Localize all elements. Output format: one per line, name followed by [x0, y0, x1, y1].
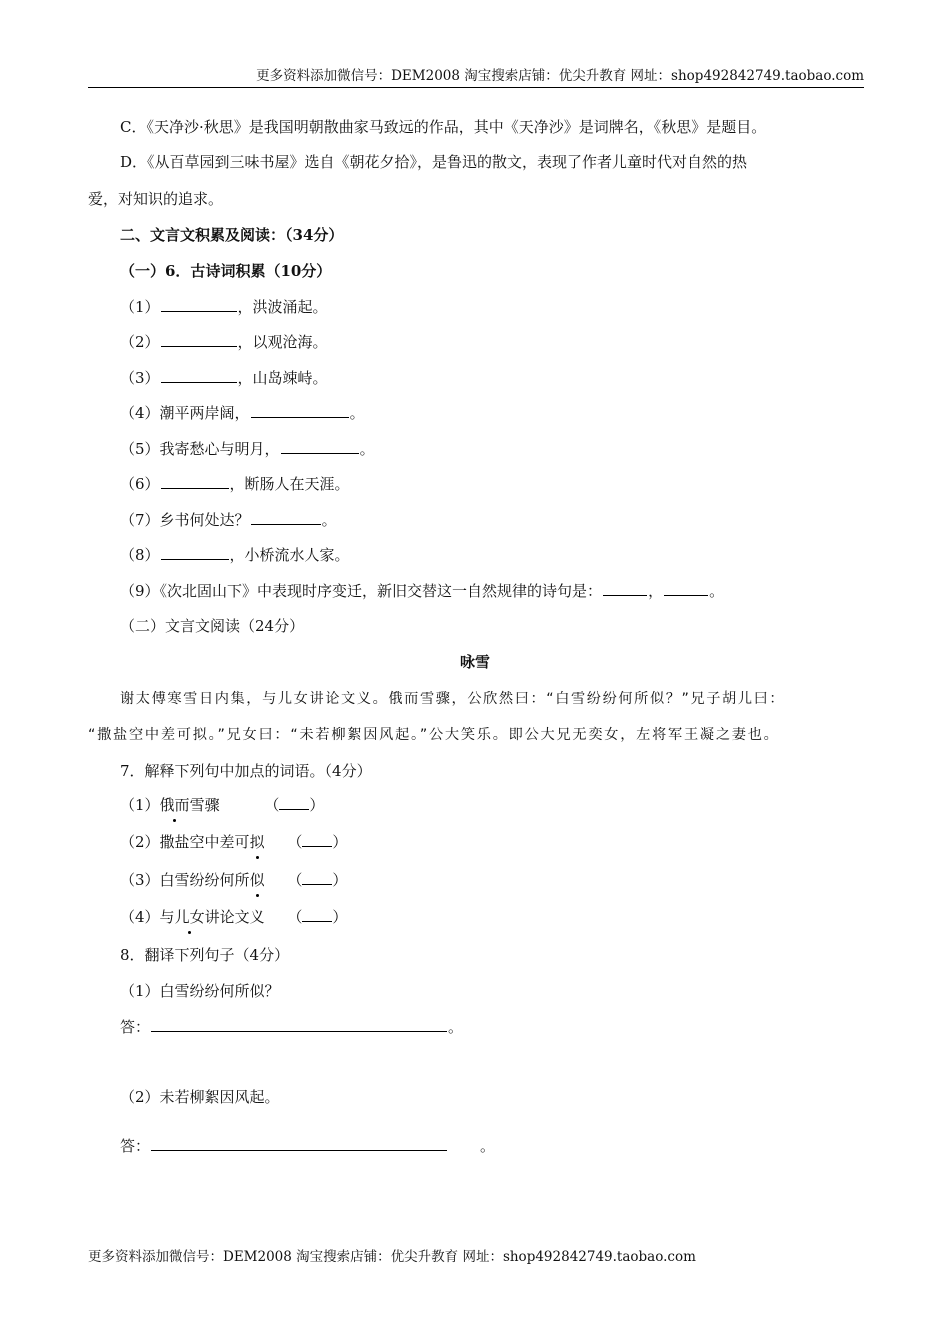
item-text: 白雪纷纷何所	[159, 871, 250, 889]
item-text: 。	[359, 440, 375, 458]
item-text: 乡书何处达？	[159, 511, 250, 529]
answer-paren[interactable]: （ ）	[287, 833, 348, 851]
q7-item-3	[120, 869, 347, 891]
q7-item-4	[120, 906, 347, 928]
item-number: （6）	[120, 475, 160, 493]
item-text: 我寄愁心与明月，	[159, 440, 280, 458]
q8-answer-1	[120, 1016, 463, 1038]
poetry-item-2	[120, 331, 328, 353]
item-number: （3）	[120, 871, 160, 889]
dotted-word: 似	[249, 871, 265, 889]
item-text: 撒盐空中差可	[159, 833, 250, 851]
answer-blank[interactable]	[664, 580, 708, 596]
answer-paren[interactable]: （ ）	[264, 796, 325, 814]
item-number: （9）	[120, 582, 160, 600]
passage-title: 咏雪	[459, 653, 490, 671]
answer-paren[interactable]: （ ）	[287, 908, 348, 926]
answer-blank[interactable]	[161, 544, 229, 560]
answer-blank[interactable]	[161, 367, 237, 383]
item-text: 潮平两岸阔，	[159, 404, 250, 422]
q8-answer-2	[120, 1135, 495, 1157]
item-text: 讲论文义	[204, 908, 265, 926]
poetry-item-3	[120, 367, 328, 389]
item-text: ，以观沧海。	[237, 333, 328, 351]
option-c: C．《天净沙·秋思》是我国明朝散曲家马致远的作品，其中《天净沙》是词牌名，《秋思》是题目。	[120, 118, 767, 136]
question-7-title: 7．解释下列句中加点的词语。（4分）	[120, 762, 372, 780]
poetry-item-8	[120, 544, 350, 566]
dotted-word: 俄而	[159, 796, 190, 814]
item-number: （1）	[120, 796, 160, 814]
answer-line[interactable]	[151, 1135, 447, 1151]
item-number: （1）	[120, 298, 160, 316]
item-number: （8）	[120, 546, 160, 564]
item-number: （2）	[120, 833, 160, 851]
subsection-classical: （二）文言文阅读（24分）	[120, 617, 305, 635]
passage-line-1: 谢太傅寒雪日内集，与儿女讲论文义。俄而雪骤，公欣然曰：“白雪纷纷何所似？”兄子胡儿曰：	[120, 691, 786, 707]
poetry-item-5	[120, 438, 375, 460]
poetry-item-4	[120, 402, 365, 424]
item-text: 《次北固山下》中表现时序变迁，新旧交替这一自然规律的诗句是：	[159, 582, 603, 600]
item-text: ，山岛竦峙。	[237, 369, 328, 387]
q8-sentence-2: （2）未若柳絮因风起。	[120, 1088, 280, 1106]
option-d-line2: 爱，对知识的追求。	[88, 190, 224, 208]
item-text: 。	[448, 1018, 464, 1036]
answer-blank[interactable]	[161, 331, 237, 347]
answer-label: 答：	[120, 1137, 151, 1155]
dotted-word: 儿女	[174, 908, 205, 926]
answer-blank[interactable]	[161, 296, 237, 312]
page-footer: 更多资料添加微信号：DEM2008 淘宝搜索店铺：优尖升教育 网址：shop492842749.taobao.com	[88, 1249, 696, 1265]
q7-item-2	[120, 831, 347, 853]
item-number: （4）	[120, 908, 160, 926]
q7-item-1	[120, 794, 324, 816]
item-number: （3）	[120, 369, 160, 387]
answer-blank[interactable]	[251, 509, 321, 525]
item-text: 。	[349, 404, 365, 422]
answer-blank[interactable]	[161, 473, 229, 489]
answer-blank[interactable]	[251, 402, 349, 418]
answer-blank[interactable]	[603, 580, 647, 596]
answer-line[interactable]	[151, 1016, 447, 1032]
item-text: ，小桥流水人家。	[229, 546, 350, 564]
item-text: 。	[321, 511, 337, 529]
passage-line-2: “撒盐空中差可拟。”兄女曰：“未若柳絮因风起。”公大笑乐。即公大兄无奕女，左将军王凝之妻也。	[88, 727, 780, 743]
item-text: ，	[648, 582, 664, 600]
answer-blank[interactable]	[281, 438, 359, 454]
item-text: ，洪波涌起。	[237, 298, 328, 316]
item-number: （7）	[120, 511, 160, 529]
item-number: （4）	[120, 404, 160, 422]
section-heading: 二、文言文积累及阅读：（34分）	[120, 226, 344, 244]
item-text: 与	[159, 908, 175, 926]
subsection-poetry: （一）6．古诗词积累（10分）	[120, 262, 332, 280]
item-number: （5）	[120, 440, 160, 458]
item-text: 。	[709, 582, 725, 600]
dotted-word: 拟	[249, 833, 265, 851]
item-text: 雪骤	[189, 796, 220, 814]
poetry-item-7	[120, 509, 337, 531]
question-8-title: 8．翻译下列句子（4分）	[120, 946, 290, 964]
page-header: 更多资料添加微信号：DEM2008 淘宝搜索店铺：优尖升教育 网址：shop492842749.taobao.com	[88, 66, 864, 88]
item-text: 。	[480, 1137, 496, 1155]
poetry-item-9	[120, 580, 724, 602]
item-number: （2）	[120, 333, 160, 351]
option-d-line1: D．《从百草园到三味书屋》选自《朝花夕拾》，是鲁迅的散文，表现了作者儿童时代对自然的热	[120, 153, 748, 171]
poetry-item-1	[120, 296, 328, 318]
item-text: ，断肠人在天涯。	[229, 475, 350, 493]
poetry-item-6	[120, 473, 350, 495]
answer-paren[interactable]: （ ）	[287, 871, 348, 889]
q8-sentence-1: （1）白雪纷纷何所似？	[120, 982, 280, 1000]
answer-label: 答：	[120, 1018, 151, 1036]
